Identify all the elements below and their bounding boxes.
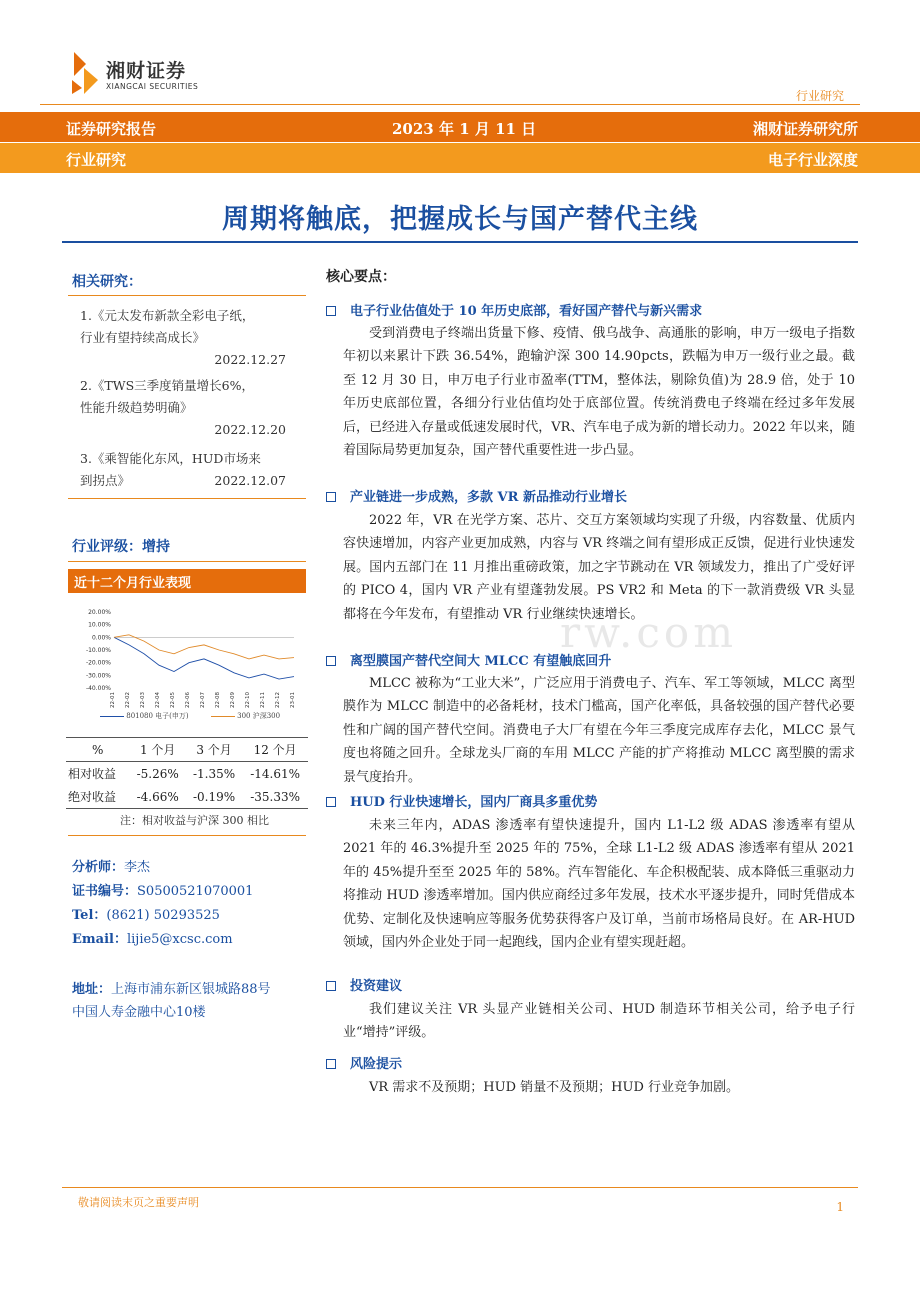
checkbox-square-icon [326, 656, 336, 666]
checkbox-square-icon [326, 492, 336, 502]
checkbox-square-icon [326, 981, 336, 991]
section-heading-hud: HUD 行业快速增长，国内厂商具多重优势 [326, 791, 597, 810]
y-tick-label: -30.00% [85, 672, 111, 680]
analyst-tel: Tel：(8621) 50293525 [72, 908, 220, 923]
footer-divider [62, 1187, 858, 1188]
series-line-electronics [114, 637, 294, 679]
table-header-row [66, 738, 308, 762]
table-row [66, 762, 308, 786]
x-tick-label: 22-10 [245, 692, 251, 708]
checkbox-square-icon [326, 797, 336, 807]
title-divider [62, 241, 858, 243]
institute-name: 湘财证券研究所 [752, 120, 858, 138]
industry-depth: 电子行业深度 [767, 151, 858, 169]
cell-3m: -1.35% [192, 766, 236, 781]
analyst-name: 分析师：李杰 [72, 860, 151, 875]
table-header: % [66, 738, 130, 762]
legend-series-2: 300 沪深300 [237, 712, 281, 720]
performance-chart [68, 598, 306, 728]
report-date: 2023 年 1 月 11 日 [392, 120, 537, 138]
footer-disclaimer[interactable]: 敬请阅读末页之重要声明 [78, 1196, 199, 1209]
chart-legend [100, 711, 280, 721]
row-label: 相对收益 [68, 767, 117, 781]
x-tick-label: 22-04 [155, 692, 161, 708]
analyst-cert: 证书编号：S0500521070001 [72, 884, 254, 899]
related-item-line1: 3.《乘智能化东风，HUD市场来 [80, 451, 261, 466]
y-tick-label: -20.00% [85, 659, 111, 667]
x-tick-label: 22-12 [275, 692, 281, 708]
x-tick-label: 22-09 [230, 692, 236, 708]
section-heading-investment: 投资建议 [326, 975, 402, 994]
section-heading-mlcc: 离型膜国产替代空间大 MLCC 有望触底回升 [326, 650, 611, 669]
related-item-line1: 2.《TWS三季度销量增长6%， [80, 378, 255, 393]
header-divider [40, 104, 860, 105]
related-item-line2: 性能升级趋势明确》 [80, 400, 193, 415]
sidebar-rule [68, 561, 306, 562]
checkbox-square-icon [326, 1059, 336, 1069]
table-note: 注：相对收益与沪深 300 相比 [120, 814, 269, 827]
sidebar-rule [68, 835, 306, 836]
table-header: 1 个月 [130, 738, 186, 762]
cell-1m: -5.26% [136, 766, 179, 781]
related-research-heading: 相关研究： [72, 274, 142, 290]
legend-line-icon [100, 716, 124, 717]
section-text-mlcc: MLCC 被称为“工业大米”，广泛应用于消费电子、汽车、军工等领域，MLCC 离型膜作为 MLCC 制造中的必备耗材，技术门槛高，国产化率低，具备较强的国产替代必要性和广阔的国产替代空间。消费电子大厂有望在今年三季度完成库存去化，MLCC 景气度也将随之回升。全球龙头厂商的车用 MLCC 产能的扩产将推动 MLCC 离型膜的需求景气度抬升。 [343, 676, 855, 785]
performance-band [68, 569, 306, 593]
analyst-email[interactable]: Email：lijie5@xcsc.com [72, 932, 233, 947]
section-heading-risk: 风险提示 [326, 1053, 402, 1072]
series-line-csi300 [114, 635, 294, 659]
watermark: rw.com [560, 608, 738, 657]
section-text-risk: VR 需求不及预期；HUD 销量不及预期；HUD 行业竞争加剧。 [369, 1080, 740, 1095]
section-text-hud: 未来三年内，ADAS 渗透率有望快速提升，国内 L1-L2 级 ADAS 渗透率有望从 2021 年的 46.3%提升至 2025 年的 75%，全球 L1-L2 级 ADAS 渗透率有望从 2021 年的 45%提升至至 2025 年的 58%。汽车智能化、车企积极配装、成本降低三重驱动力将推动 HUD 渗透率增加。国内供应商经过多年发展，技术水平逐步提升，同时凭借成本优势、定制化及快速响应等服务优势获得客户及订单，当前市场格局良好。在 AR-HUD 领域，国内外企业处于同一起跑线，国内企业有望实现赶超。 [343, 818, 855, 951]
report-category: 行业研究 [795, 89, 844, 103]
x-tick-label: 22-01 [110, 692, 116, 708]
company-logo [70, 50, 210, 100]
related-item-date: 2022.12.07 [214, 473, 286, 488]
x-tick-label: 22-03 [140, 692, 146, 708]
table-row [66, 785, 308, 809]
x-tick-label: 22-02 [125, 692, 131, 708]
cell-1m: -4.66% [130, 785, 186, 809]
logo-mark-icon [70, 50, 100, 96]
page-title: 周期将触底，把握成长与国产替代主线 [222, 204, 698, 235]
x-tick-label: 23-01 [290, 692, 296, 708]
y-tick-label: -10.00% [85, 647, 111, 654]
logo-text-cn: 湘财证券 [106, 60, 187, 82]
table-header: 12 个月 [242, 738, 308, 762]
core-points-heading: 核心要点： [326, 269, 396, 285]
related-item-1[interactable] [80, 305, 306, 371]
y-tick-label: 0.00% [91, 634, 111, 642]
row-label: 绝对收益 [66, 785, 130, 809]
research-type: 行业研究 [66, 151, 127, 169]
x-tick-label: 22-07 [200, 692, 206, 708]
cell-12m: -35.33% [242, 785, 308, 809]
report-type: 证券研究报告 [66, 120, 157, 138]
y-tick-label: -40.00% [85, 685, 111, 692]
related-item-2[interactable] [80, 375, 306, 441]
logo-text-en: XIANGCAI SECURITIES [106, 82, 199, 91]
address: 地址：上海市浦东新区银城路88号 [72, 982, 271, 997]
x-tick-label: 22-11 [260, 692, 266, 708]
section-heading-valuation: 电子行业估值处于 10 年历史底部，看好国产替代与新兴需求 [326, 300, 702, 319]
legend-series-1: 801080 电子(申万) [126, 712, 189, 720]
related-item-date: 2022.12.27 [214, 352, 286, 367]
y-tick-label: 20.00% [88, 609, 111, 616]
sidebar-rule [68, 295, 306, 296]
related-item-line2: 到拐点》 [80, 473, 131, 488]
related-item-3[interactable] [80, 448, 306, 492]
x-tick-label: 22-05 [170, 692, 176, 708]
industry-rating: 行业评级：增持 [72, 539, 170, 555]
cell-3m: -0.19% [186, 785, 242, 809]
section-text-investment: 我们建议关注 VR 头显产业链相关公司、HUD 制造环节相关公司，给予电子行业“增持”评级。 [343, 1002, 855, 1041]
related-item-date: 2022.12.20 [214, 422, 286, 437]
page-number: 1 [836, 1200, 844, 1214]
performance-table [66, 737, 308, 809]
section-text-vr: 2022 年，VR 在光学方案、芯片、交互方案领域均实现了升级，内容数量、优质内容快速增加，内容产业更加成熟，内容与 VR 终端之间有望形成正反馈，促进行业快速发展。国内五部门在 11 月推出重磅政策，加之字节跳动在 VR 领域发力，推出了广受好评的 PICO 4，国内 VR 产业有望蓬勃发展。PS VR2 和 Meta 的下一款消费级 VR 头显都将在今年发布，有望推动 VR 行业继续快速增长。 [343, 513, 855, 622]
header-band-secondary [0, 143, 920, 173]
performance-title: 近十二个月行业表现 [74, 576, 192, 591]
legend-line-icon [211, 716, 235, 717]
section-text-valuation: 受到消费电子终端出货量下修、疫情、俄乌战争、高通胀的影响，申万一级电子指数年初以来累计下跌 36.54%，跑输沪深 300 14.90pcts，跌幅为申万一级行业之最。截至 12 月 30 日，申万电子行业市盈率(TTM，整体法，剔除负值)为 28.9 倍，处于 10 年历史底部位置，各细分行业估值均处于底部位置。传统消费电子终端在经过多年发展后，已经进入存量或低速发展时代，VR、汽车电子成为新的增长动力。2022 年以来，随着国际局势更加复杂，国产替代重要性进一步凸显。 [343, 326, 855, 459]
table-header: 3 个月 [186, 738, 242, 762]
header-band-primary [0, 112, 920, 142]
related-item-line1: 1.《元太发布新款全彩电子纸， [80, 308, 255, 323]
cell-12m: -14.61% [250, 766, 301, 781]
x-tick-label: 22-08 [215, 692, 221, 708]
address-line2: 中国人寿金融中心10楼 [72, 1005, 206, 1020]
x-tick-label: 22-06 [185, 692, 191, 708]
section-heading-vr: 产业链进一步成熟，多款 VR 新品推动行业增长 [326, 486, 627, 505]
related-item-line2: 行业有望持续高成长》 [80, 330, 206, 345]
sidebar-rule [68, 498, 306, 499]
checkbox-square-icon [326, 306, 336, 316]
y-tick-label: 10.00% [88, 621, 111, 629]
